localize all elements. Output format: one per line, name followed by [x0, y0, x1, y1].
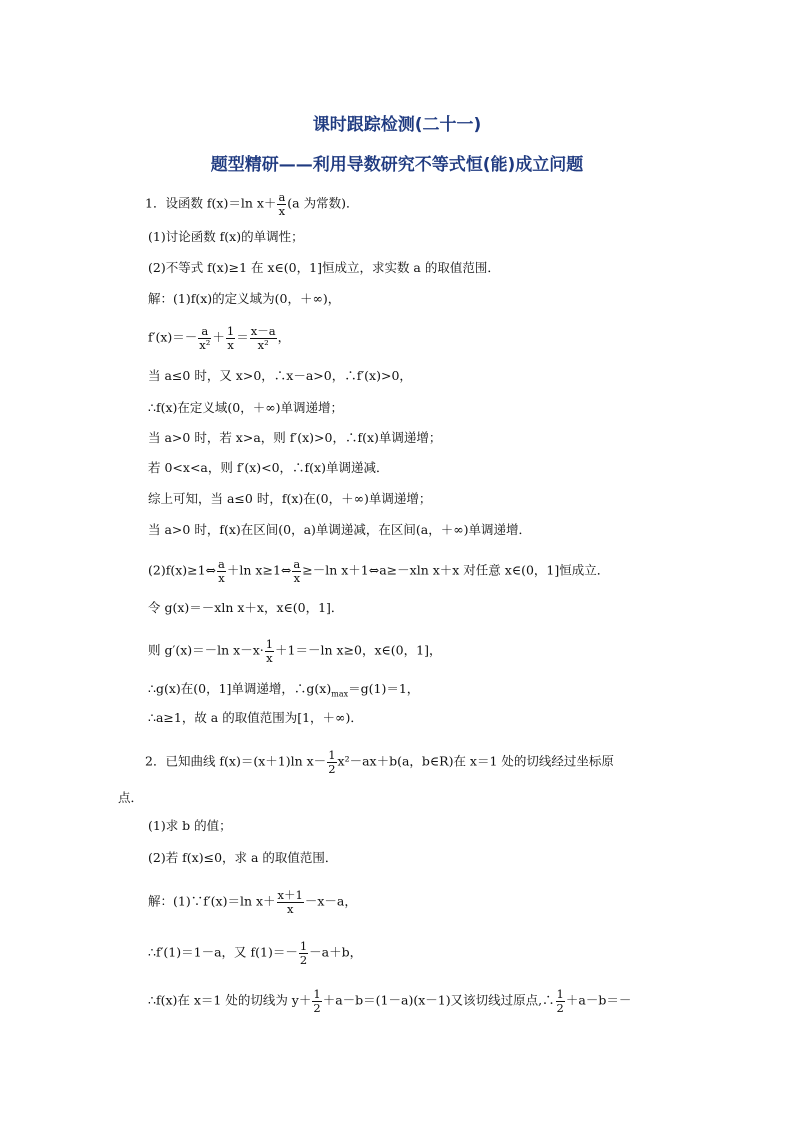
fraction: $\frac{1}{2}$	[299, 939, 308, 967]
fraction: $\frac{a}{x}$	[218, 557, 225, 585]
solution-line: (2)f(x)≥1⇔ $\frac{a}{x}$ ＋ln x≥1⇔ $\frac{a}{x}$ ≥－ln x＋1⇔a≥－xln x＋x 对任意 x∈(0，1]恒成立．	[148, 557, 610, 585]
problem-2-stem: 2．已知曲线 f(x)＝(x＋1)ln x－ $\frac{1}{2}$ x²－ax＋b(a，b∈R)在 x＝1 处的切线经过坐标原	[145, 748, 614, 776]
solution-line: 当 a>0 时，若 x>a，则 f′(x)>0，∴f(x)单调递增；	[148, 430, 442, 445]
fraction: $\frac{1}{2}$	[313, 987, 321, 1015]
fraction: $\frac{1}{x}$	[265, 637, 274, 665]
solution-line: 若 0<x<a，则 f′(x)<0，∴f(x)单调递减．	[148, 460, 389, 475]
solution-line: 则 g′(x)＝－ln x－x· $\frac{1}{x}$ ＋1＝－ln x≥0，x∈(0，1]，	[148, 637, 442, 665]
page-subtitle: 题型精研——利用导数研究不等式恒(能)成立问题	[210, 155, 584, 175]
solution-line: ∴f(x)在定义域(0，＋∞)单调递增；	[148, 400, 344, 415]
fraction: $\frac{x-a}{\text{x²}}$	[250, 324, 276, 352]
problem-2-stem-continued: 点．	[118, 790, 144, 805]
fraction: $\frac{a}{x}$	[293, 557, 301, 585]
problem-1-question-1: (1)讨论函数 f(x)的单调性；	[148, 229, 304, 244]
solution-line: 解：(1)∵f′(x)＝ln x＋ $\frac{x+1}{x}$ －x－a，	[148, 888, 357, 916]
fraction: $\frac{a}{\text{x²}}$	[199, 324, 211, 352]
solution-line: 当 a>0 时，f(x)在区间(0，a)单调递减，在区间(a，＋∞)单调递增．	[148, 522, 532, 537]
fraction: $\frac{1}{x}$	[226, 324, 235, 352]
solution-line: 综上可知，当 a≤0 时，f(x)在(0，＋∞)单调递增；	[148, 491, 432, 506]
page-title: 课时跟踪检测(二十一)	[312, 115, 482, 135]
solution-line: ∴a≥1，故 a 的取值范围为[1，＋∞)．	[148, 710, 363, 725]
problem-2-question-1: (1)求 b 的值；	[148, 818, 232, 833]
problem-2-question-2: (2)若 f(x)≤0，求 a 的取值范围．	[148, 850, 338, 865]
fraction: $\frac{1}{2}$	[328, 748, 336, 776]
solution-line: 令 g(x)＝－xln x＋x，x∈(0，1]．	[148, 600, 344, 615]
solution-line: ∴g(x)在(0，1]单调递增，$\therefore g(x)_{max}=g(1)=1$，	[148, 681, 420, 699]
solution-line: ∴f′(1)＝1－a，又 f(1)＝－ $\frac{1}{2}$ －a＋b，	[148, 939, 363, 967]
fraction: $\frac{1}{2}$	[556, 987, 564, 1015]
fraction: $\frac{x+1}{x}$	[277, 888, 303, 916]
problem-1-question-2: (2)不等式 f(x)≥1 在 x∈(0，1]恒成立，求实数 a 的取值范围．	[148, 260, 500, 275]
fraction: $\frac{a}{x}$	[278, 190, 286, 218]
solution-line: ∴f(x)在 x＝1 处的切线为 y＋ $\frac{1}{2}$ ＋a－b＝(1－a)(x－1)又该切线过原点,∴ $\frac{1}{2}$ ＋a－b＝－	[148, 987, 632, 1015]
solution-line: 当 a≤0 时，又 x>0，∴x－a>0，∴f′(x)>0，	[148, 368, 412, 383]
solution-line: 解：(1)f(x)的定义域为(0，＋∞)，	[148, 291, 341, 306]
solution-line: f′(x)＝－ $\frac{a}{\text{x²}}$ ＋ $\frac{1}{x}$ ＝ $\frac{x-a}{\text{x²}}$ ，	[148, 324, 291, 352]
problem-1-stem: 1．设函数 f(x)＝ln x＋ $\frac{a}{x}$ (a 为常数)．	[145, 190, 359, 218]
